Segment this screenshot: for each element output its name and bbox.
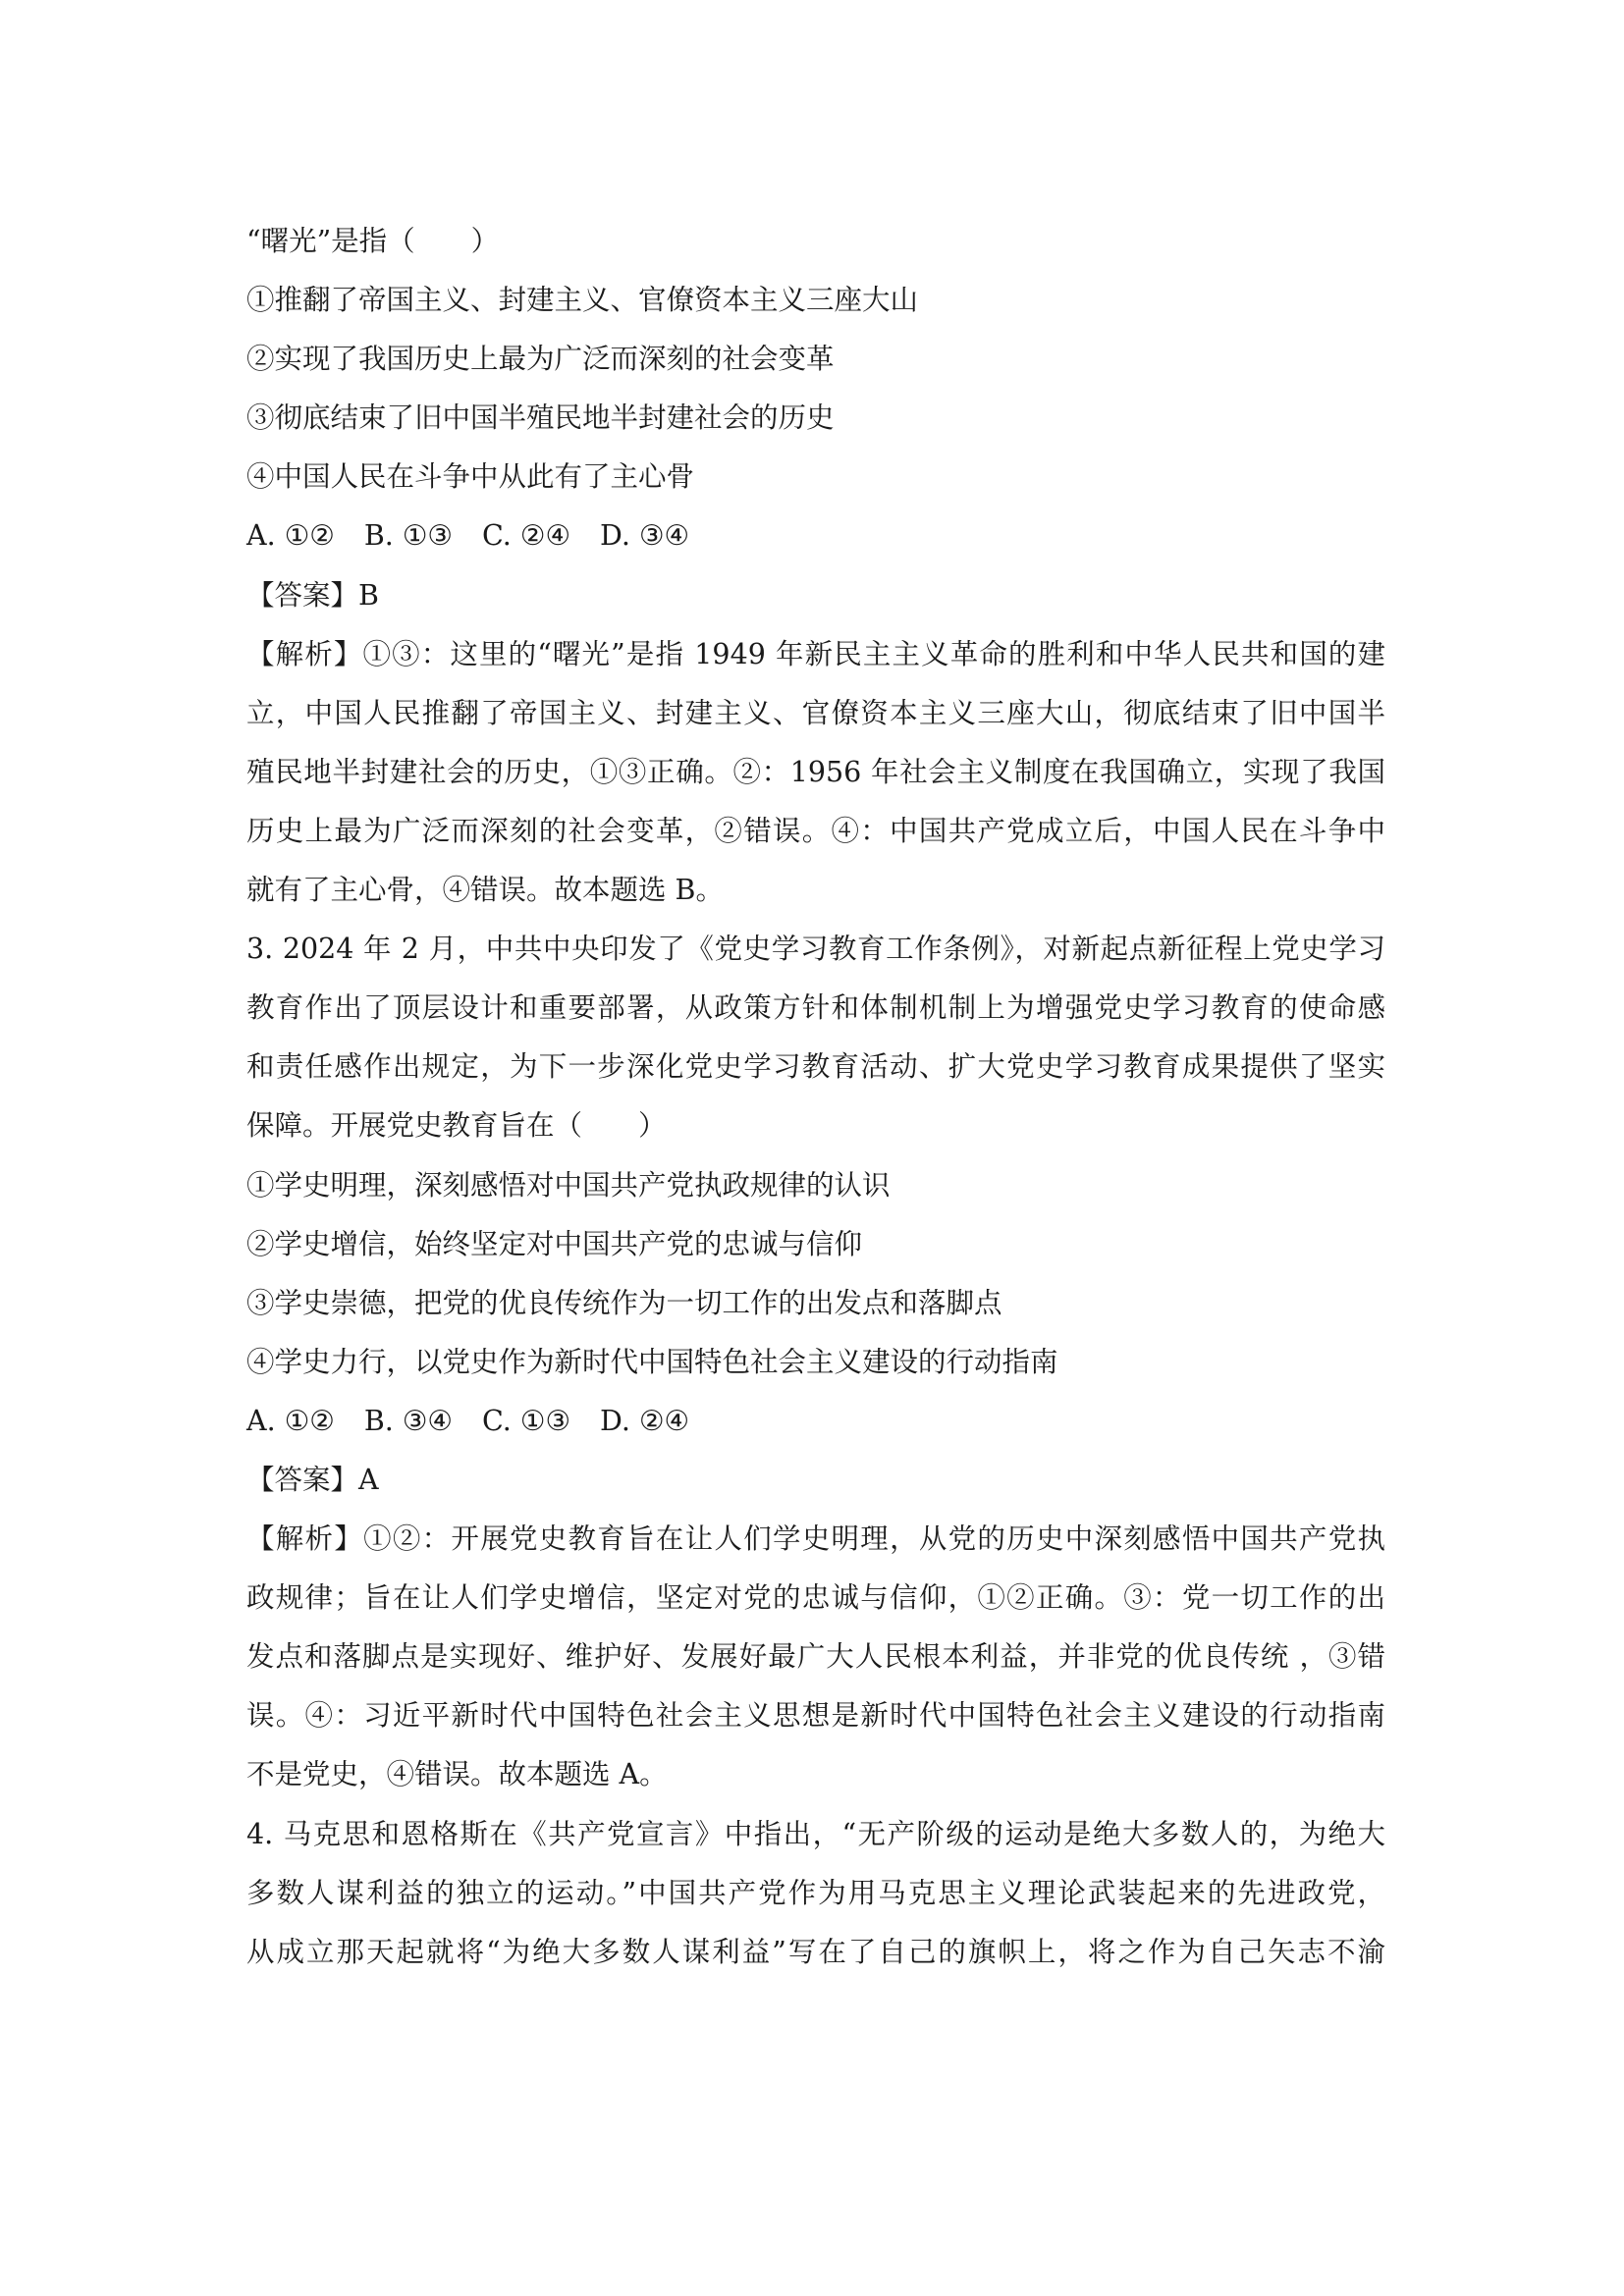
q2-option-c: C. ②④ xyxy=(481,519,570,553)
q2-stem-tail: “曙光”是指（ ） xyxy=(246,225,500,257)
q3-analysis-line-4: 误。④：习近平新时代中国特色社会主义思想是新时代中国特色社会主义建设的行动指南 xyxy=(246,1699,1385,1733)
q3-analysis-line-2: 政规律；旨在让人们学史增信，坚定对党的忠诚与信仰，①②正确。③：党一切工作的出 xyxy=(246,1581,1385,1615)
q2-item-2: ②实现了我国历史上最为广泛而深刻的社会变革 xyxy=(246,343,835,376)
q2-option-b: B. ①③ xyxy=(363,519,453,553)
q2-analysis-line-1: 【解析】①③：这里的“曙光”是指 1949 年新民主主义革命的胜利和中华人民共和国的建 xyxy=(246,637,1385,670)
q3-option-a: A. ①② xyxy=(246,1404,335,1437)
q2-options xyxy=(246,507,1385,565)
q3-stem-line-3: 和责任感作出规定，为下一步深化党史学习教育活动、扩大党史学习教育成果提供了坚实 xyxy=(246,1050,1385,1084)
q3-stem-line-1: 3. 2024 年 2 月，中共中央印发了《党史学习教育工作条例》，对新起点新征程上党史学习 xyxy=(246,933,1385,966)
q2-option-d: D. ③④ xyxy=(600,519,690,553)
q2-item-3: ③彻底结束了旧中国半殖民地半封建社会的历史 xyxy=(246,401,835,435)
q2-option-a: A. ①② xyxy=(246,519,335,553)
q3-analysis-line-1: 【解析】①②：开展党史教育旨在让人们学史明理，从党的历史中深刻感悟中国共产党执 xyxy=(246,1522,1385,1556)
q3-options xyxy=(246,1392,1385,1451)
q3-item-1: ①学史明理，深刻感悟对中国共产党执政规律的认识 xyxy=(246,1168,891,1201)
q3-item-2: ②学史增信，始终坚定对中国共产党的忠诚与信仰 xyxy=(246,1227,863,1260)
q3-analysis-line-3: 发点和落脚点是实现好、维护好、发展好最广大人民根本利益，并非党的优良传统 ，③错 xyxy=(246,1640,1385,1674)
q3-answer: 【答案】A xyxy=(246,1463,379,1496)
q4-stem-line-1: 4. 马克思和恩格斯在《共产党宣言》中指出，“无产阶级的运动是绝大多数人的，为绝大 xyxy=(246,1817,1385,1850)
q3-option-b: B. ③④ xyxy=(363,1404,453,1437)
q2-analysis-line-3: 殖民地半封建社会的历史，①③正确。②：1956 年社会主义制度在我国确立，实现了我国 xyxy=(246,755,1385,788)
q3-option-d: D. ②④ xyxy=(600,1404,690,1437)
q4-stem-line-2: 多数人谋利益的独立的运动。”中国共产党作为用马克思主义理论武装起来的先进政党， xyxy=(246,1876,1385,1909)
q2-analysis-line-2: 立，中国人民推翻了帝国主义、封建主义、官僚资本主义三座大山，彻底结束了旧中国半 xyxy=(246,696,1385,729)
q2-answer: 【答案】B xyxy=(246,578,379,612)
q3-item-4: ④学史力行，以党史作为新时代中国特色社会主义建设的行动指南 xyxy=(246,1345,1058,1378)
q4-stem-line-3: 从成立那天起就将“为绝大多数人谋利益”写在了自己的旗帜上，将之作为自己矢志不渝 xyxy=(246,1935,1385,1968)
q2-item-4: ④中国人民在斗争中从此有了主心骨 xyxy=(246,460,695,494)
q3-stem-line-2: 教育作出了顶层设计和重要部署，从政策方针和体制机制上为增强党史学习教育的使命感 xyxy=(246,991,1385,1025)
q3-stem-line-4: 保障。开展党史教育旨在（ ） xyxy=(246,1109,667,1143)
q3-option-c: C. ①③ xyxy=(481,1404,570,1437)
q2-item-1: ①推翻了帝国主义、封建主义、官僚资本主义三座大山 xyxy=(246,284,919,317)
document-body xyxy=(246,212,1385,1982)
q2-analysis-line-5: 就有了主心骨，④错误。故本题选 B。 xyxy=(246,874,725,907)
q2-analysis-line-4: 历史上最为广泛而深刻的社会变革，②错误。④：中国共产党成立后，中国人民在斗争中 xyxy=(246,814,1385,847)
q3-analysis-line-5: 不是党史，④错误。故本题选 A。 xyxy=(246,1758,668,1791)
q3-item-3: ③学史崇德，把党的优良传统作为一切工作的出发点和落脚点 xyxy=(246,1286,1002,1319)
